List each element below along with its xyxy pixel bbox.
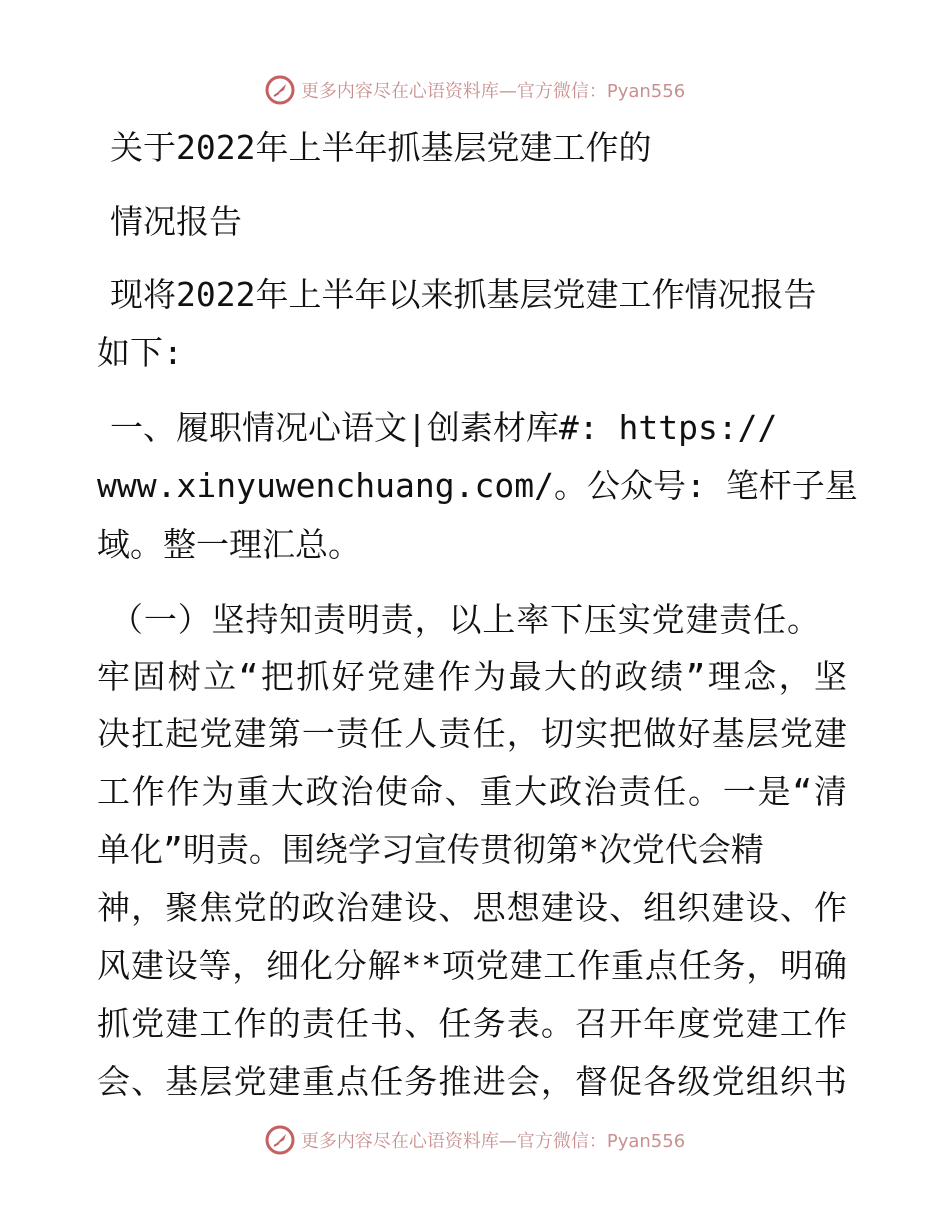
sub1-line-1: （一）坚持知责明责，以上率下压实党建责任。 <box>110 600 820 639</box>
section1-line-1: 一、履职情况心语文|创素材库#: https:// <box>110 408 778 447</box>
intro-line-2: 如下: <box>97 333 183 372</box>
sub1-line-3: 决扛起党建第一责任人责任，切实把做好基层党建 <box>97 714 847 753</box>
sub1-line-9: 会、基层党建重点任务推进会，督促各级党组织书 <box>97 1062 847 1101</box>
sub1-line-4: 工作作为重大政治使命、重大政治责任。一是“清 <box>97 772 847 811</box>
header-watermark-banner <box>0 70 950 110</box>
footer-watermark-banner <box>0 1120 950 1160</box>
sub1-line-7: 风建设等，细化分解**项党建工作重点任务，明确 <box>97 946 847 985</box>
quill-logo-icon <box>265 75 295 105</box>
intro-line-1: 现将2022年上半年以来抓基层党建工作情况报告 <box>110 275 817 314</box>
banner-wechat: 官方微信：Pyan556 <box>516 81 686 102</box>
sub1-line-5: 单化”明责。围绕学习宣传贯彻第*次党代会精 <box>97 830 764 869</box>
title-line-2: 情况报告 <box>110 202 242 241</box>
title-line-1: 关于2022年上半年抓基层党建工作的 <box>110 128 652 167</box>
section1-line-3: 域。整一理汇总。 <box>97 525 361 564</box>
banner-text: 更多内容尽在心语资料库— <box>300 81 517 102</box>
sub1-line-8: 抓党建工作的责任书、任务表。召开年度党建工作 <box>97 1004 847 1043</box>
sub1-line-2: 牢固树立“把抓好党建作为最大的政绩”理念，坚 <box>97 657 847 696</box>
banner-text: 更多内容尽在心语资料库— <box>300 1131 517 1152</box>
banner-wechat: 官方微信：Pyan556 <box>516 1131 686 1152</box>
section1-line-2: www.xinyuwenchuang.com/。公众号: 笔杆子星 <box>97 466 858 505</box>
sub1-line-6: 神，聚焦党的政治建设、思想建设、组织建设、作 <box>97 888 847 927</box>
quill-logo-icon <box>265 1125 295 1155</box>
